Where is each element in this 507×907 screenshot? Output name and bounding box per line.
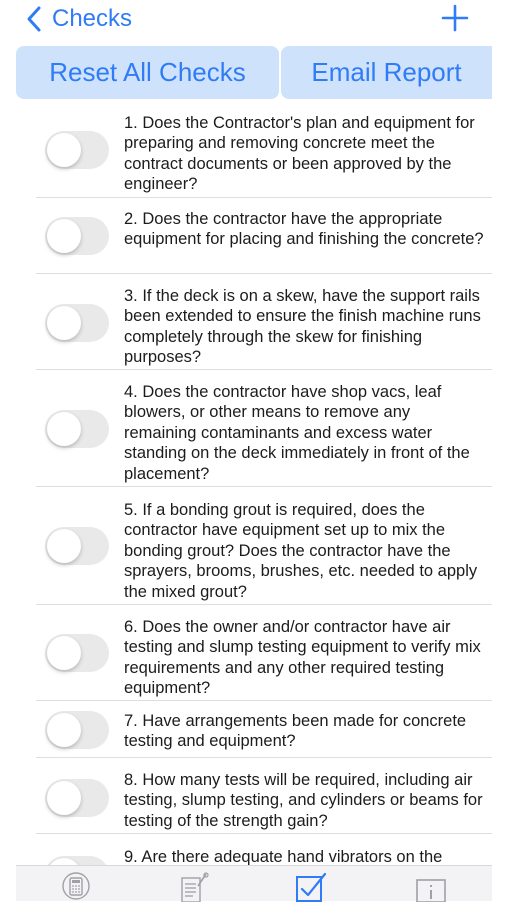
- notes-icon: [176, 872, 210, 902]
- check-toggle[interactable]: [45, 779, 109, 817]
- checklist-icon: [294, 872, 328, 902]
- tab-bar: [16, 865, 492, 901]
- info-icon: [414, 872, 448, 902]
- check-row: [0, 487, 507, 605]
- check-row: [0, 370, 507, 487]
- toggle-knob: [47, 858, 81, 865]
- check-question: 6. Does the owner and/or contractor have air testing and slump testing equipment to verify mix requirements and any other required testing equipment?: [124, 618, 481, 698]
- check-toggle[interactable]: [45, 527, 109, 565]
- reset-all-checks-button[interactable]: Reset All Checks: [16, 46, 279, 99]
- toggle-knob: [47, 133, 81, 167]
- check-question: 8. How many tests will be required, including air testing, slump testing, and cylinders or beams for testing of the strength gain?: [124, 771, 483, 830]
- check-question: 1. Does the Contractor's plan and equipment for preparing and removing concrete meet the contract documents or been approved by the engineer?: [124, 114, 475, 194]
- check-question: 2. Does the contractor have the appropriate equipment for placing and finishing the concrete?: [124, 210, 484, 249]
- checks-list: [0, 103, 507, 865]
- back-button[interactable]: [24, 2, 132, 36]
- toggle-knob: [47, 636, 81, 670]
- toggle-knob: [47, 219, 81, 253]
- calculator-icon: [60, 872, 94, 902]
- tab-calculator[interactable]: [60, 872, 94, 902]
- action-bar: [16, 46, 492, 99]
- check-row: [0, 605, 507, 701]
- tab-notes[interactable]: [176, 872, 210, 902]
- plus-icon: [440, 3, 470, 33]
- toggle-knob: [47, 412, 81, 446]
- add-button[interactable]: [440, 3, 470, 33]
- check-toggle[interactable]: [45, 410, 109, 448]
- check-row: [0, 758, 507, 834]
- check-toggle[interactable]: [45, 304, 109, 342]
- check-row: [0, 274, 507, 370]
- tab-info[interactable]: [414, 872, 448, 902]
- check-toggle[interactable]: [45, 217, 109, 255]
- toggle-knob: [47, 713, 81, 747]
- toggle-knob: [47, 781, 81, 815]
- check-question: 3. If the deck is on a skew, have the support rails been extended to ensure the finish machine runs completely through the skew for finishing purposes?: [124, 287, 481, 367]
- nav-bar: [0, 0, 507, 40]
- check-question: 4. Does the contractor have shop vacs, leaf blowers, or other means to remove any remaining contaminants and excess water standing on the deck immediately in front of the placement?: [124, 383, 470, 483]
- check-toggle[interactable]: [45, 711, 109, 749]
- check-question: 9. Are there adequate hand vibrators on the: [124, 848, 443, 865]
- tab-checks[interactable]: [294, 872, 328, 902]
- check-toggle[interactable]: [45, 856, 109, 865]
- back-label: Checks: [52, 5, 133, 32]
- check-row: [0, 834, 507, 865]
- email-report-button[interactable]: Email Report: [281, 46, 492, 99]
- check-question: 7. Have arrangements been made for concrete testing and equipment?: [124, 712, 467, 751]
- check-toggle[interactable]: [45, 634, 109, 672]
- chevron-left-icon: [24, 4, 44, 34]
- toggle-knob: [47, 306, 81, 340]
- check-row: [0, 198, 507, 274]
- check-question: 5. If a bonding grout is required, does the contractor have equipment set up to mix the bonding grout? Does the contractor have the sprayers, brooms, brushes, etc. needed to apply the mixed grout?: [124, 501, 478, 601]
- toggle-knob: [47, 529, 81, 563]
- check-toggle[interactable]: [45, 131, 109, 169]
- check-row: [0, 103, 507, 198]
- check-row: [0, 701, 507, 758]
